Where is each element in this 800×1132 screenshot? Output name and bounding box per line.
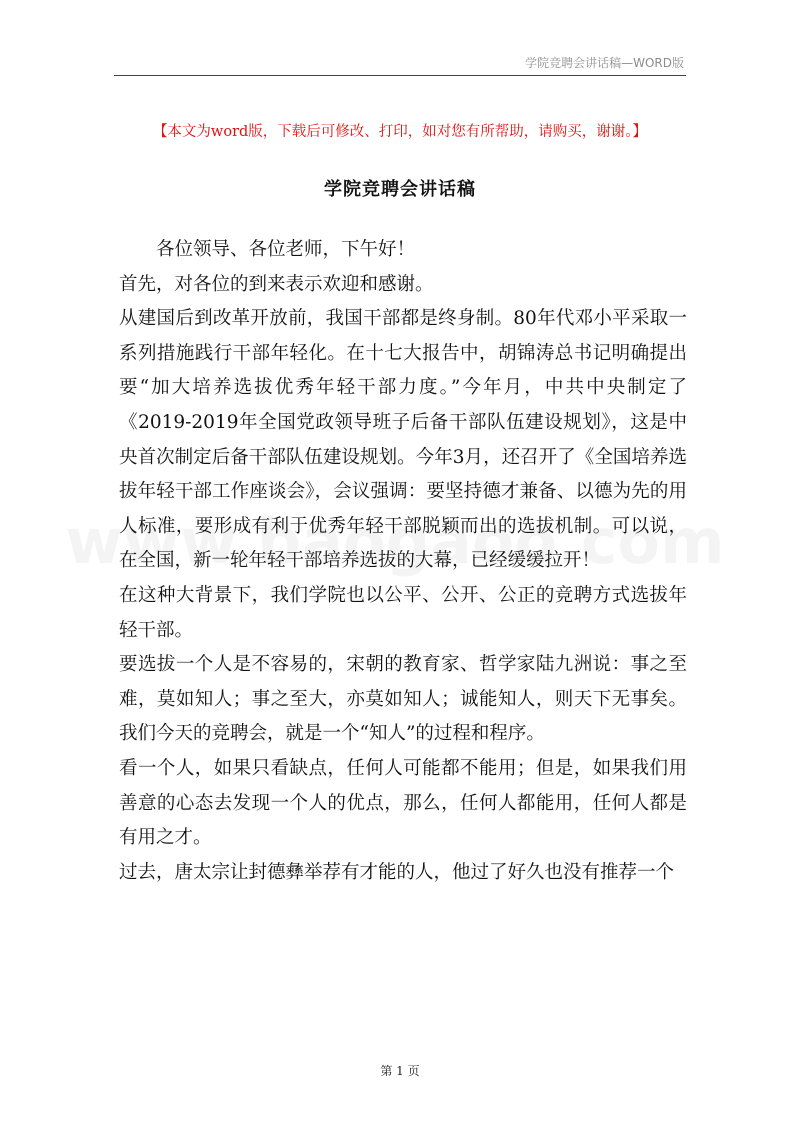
header-divider <box>114 75 686 76</box>
paragraph: 要选拔一个人是不容易的，宋朝的教育家、哲学家陆九洲说：事之至难，莫如知人；事之至大，亦莫如知人；诚能知人，则天下无事矣。我们今天的竞聘会，就是一个“知人”的过程和程序。 <box>119 654 687 745</box>
paragraph: 在这种大背景下，我们学院也以公平、公开、公正的竞聘方式选拔年轻干部。 <box>119 584 687 641</box>
paragraph: 过去，唐太宗让封德彝举荐有才能的人，他过了好久也没有推荐一个 <box>119 861 675 883</box>
page-number: 第 1 页 <box>380 1064 420 1078</box>
paragraph-greeting: 各位领导、各位老师，下午好！ <box>156 239 416 260</box>
purchase-notice: 【本文为word版，下载后可修改、打印，如对您有所帮助，请购买，谢谢。】 <box>152 124 648 140</box>
running-header: 学院竞聘会讲话稿—WORD版 <box>525 56 684 70</box>
paragraph: 从建国后到改革开放前，我国干部都是终身制。80年代邓小平采取一系列措施践行干部年轻化。在十七大报告中，胡锦涛总书记明确提出要“加大培养选拔优秀年轻干部力度。”今年月，中共中央制定了《2019-2019年全国党政领导班子后备干部队伍建设规划》，这是中央首次制定后备干部队伍建设规划。今年3月，还召开了《全国培养选拔年轻干部工作座谈会》，会议强调：要坚持德才兼备、以德为先的用人标准，要形成有利于优秀年轻干部脱颖而出的选拔机制。可以说，在全国，新一轮年轻干部培养选拔的大幕，已经缓缓拉开！ <box>119 308 687 572</box>
document-body <box>119 233 687 890</box>
paragraph: 看一个人，如果只看缺点，任何人可能都不能用；但是，如果我们用善意的心态去发现一个人的优点，那么，任何人都能用，任何人都是有用之才。 <box>119 757 687 849</box>
paragraph: 首先，对各位的到来表示欢迎和感谢。 <box>119 273 434 295</box>
document-title: 学院竞聘会讲话稿 <box>324 179 476 200</box>
